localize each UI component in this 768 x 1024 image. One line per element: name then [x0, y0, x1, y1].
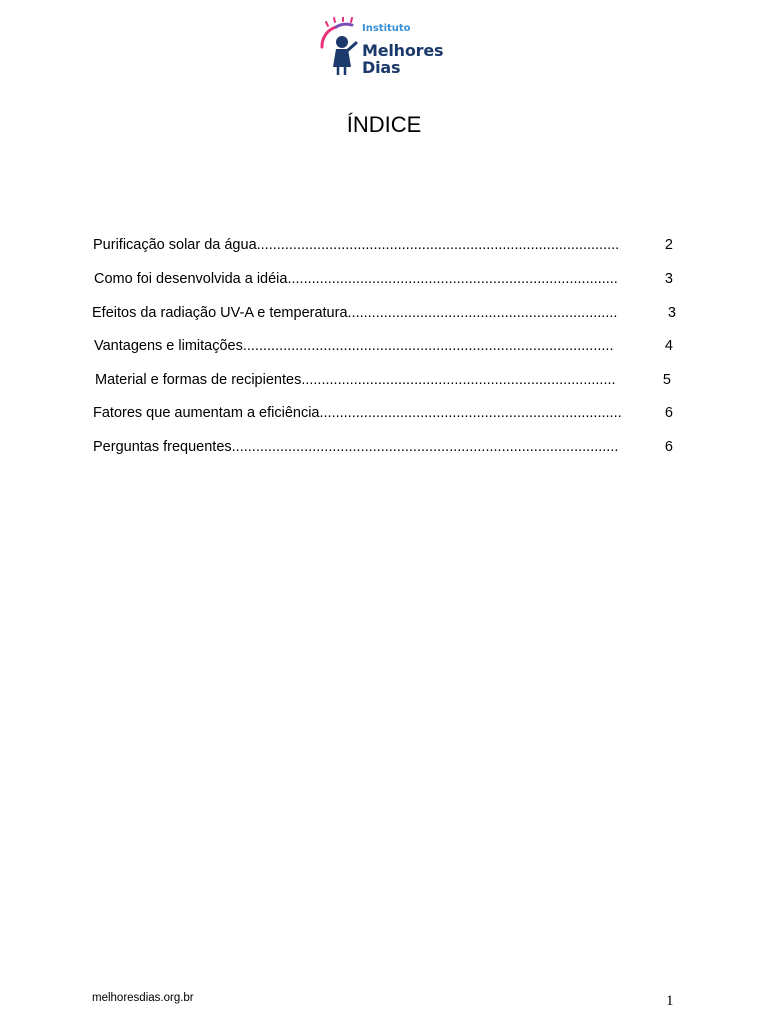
toc-entry-page: 3	[664, 271, 673, 287]
logo-text-dias: Dias	[362, 58, 401, 77]
toc-entry[interactable]	[92, 303, 682, 323]
toc-entry-page: 6	[664, 405, 673, 421]
logo-text-instituto: Instituto	[362, 23, 411, 34]
toc-entry[interactable]	[93, 437, 679, 457]
toc-entry-title: Efeitos da radiação UV-A e temperatura...................................................................	[92, 305, 618, 321]
footer-website: melhoresdias.org.br	[92, 992, 194, 1004]
toc-entry[interactable]	[93, 235, 679, 255]
logo-text-melhores: Melhores	[362, 41, 444, 60]
logo-child-icon	[318, 17, 362, 79]
page-number: 1	[666, 993, 674, 1009]
toc-entry-title: Material e formas de recipientes..............................................................................	[95, 372, 616, 388]
toc-entry[interactable]	[94, 269, 679, 289]
toc-entry-title: Perguntas frequentes................................................................................................	[93, 439, 619, 455]
toc-entry[interactable]	[93, 403, 679, 423]
toc-entry-page: 5	[662, 372, 671, 388]
toc-entry-page: 6	[664, 439, 673, 455]
institute-logo	[318, 17, 454, 79]
toc-entry-page: 3	[667, 305, 676, 321]
toc-entry[interactable]	[94, 336, 679, 356]
toc-entry-title: Purificação solar da água..........................................................................................	[93, 237, 620, 253]
toc-entry-title: Como foi desenvolvida a idéia..................................................................................	[94, 271, 618, 287]
toc-entry-title: Fatores que aumentam a eficiência...........................................................................	[93, 405, 622, 421]
page-title: ÍNDICE	[346, 112, 422, 137]
toc-entry-page: 4	[664, 338, 673, 354]
toc-entry-page: 2	[664, 237, 673, 253]
toc-entry-title: Vantagens e limitações............................................................................................	[94, 338, 614, 354]
toc-entry[interactable]	[95, 370, 677, 390]
